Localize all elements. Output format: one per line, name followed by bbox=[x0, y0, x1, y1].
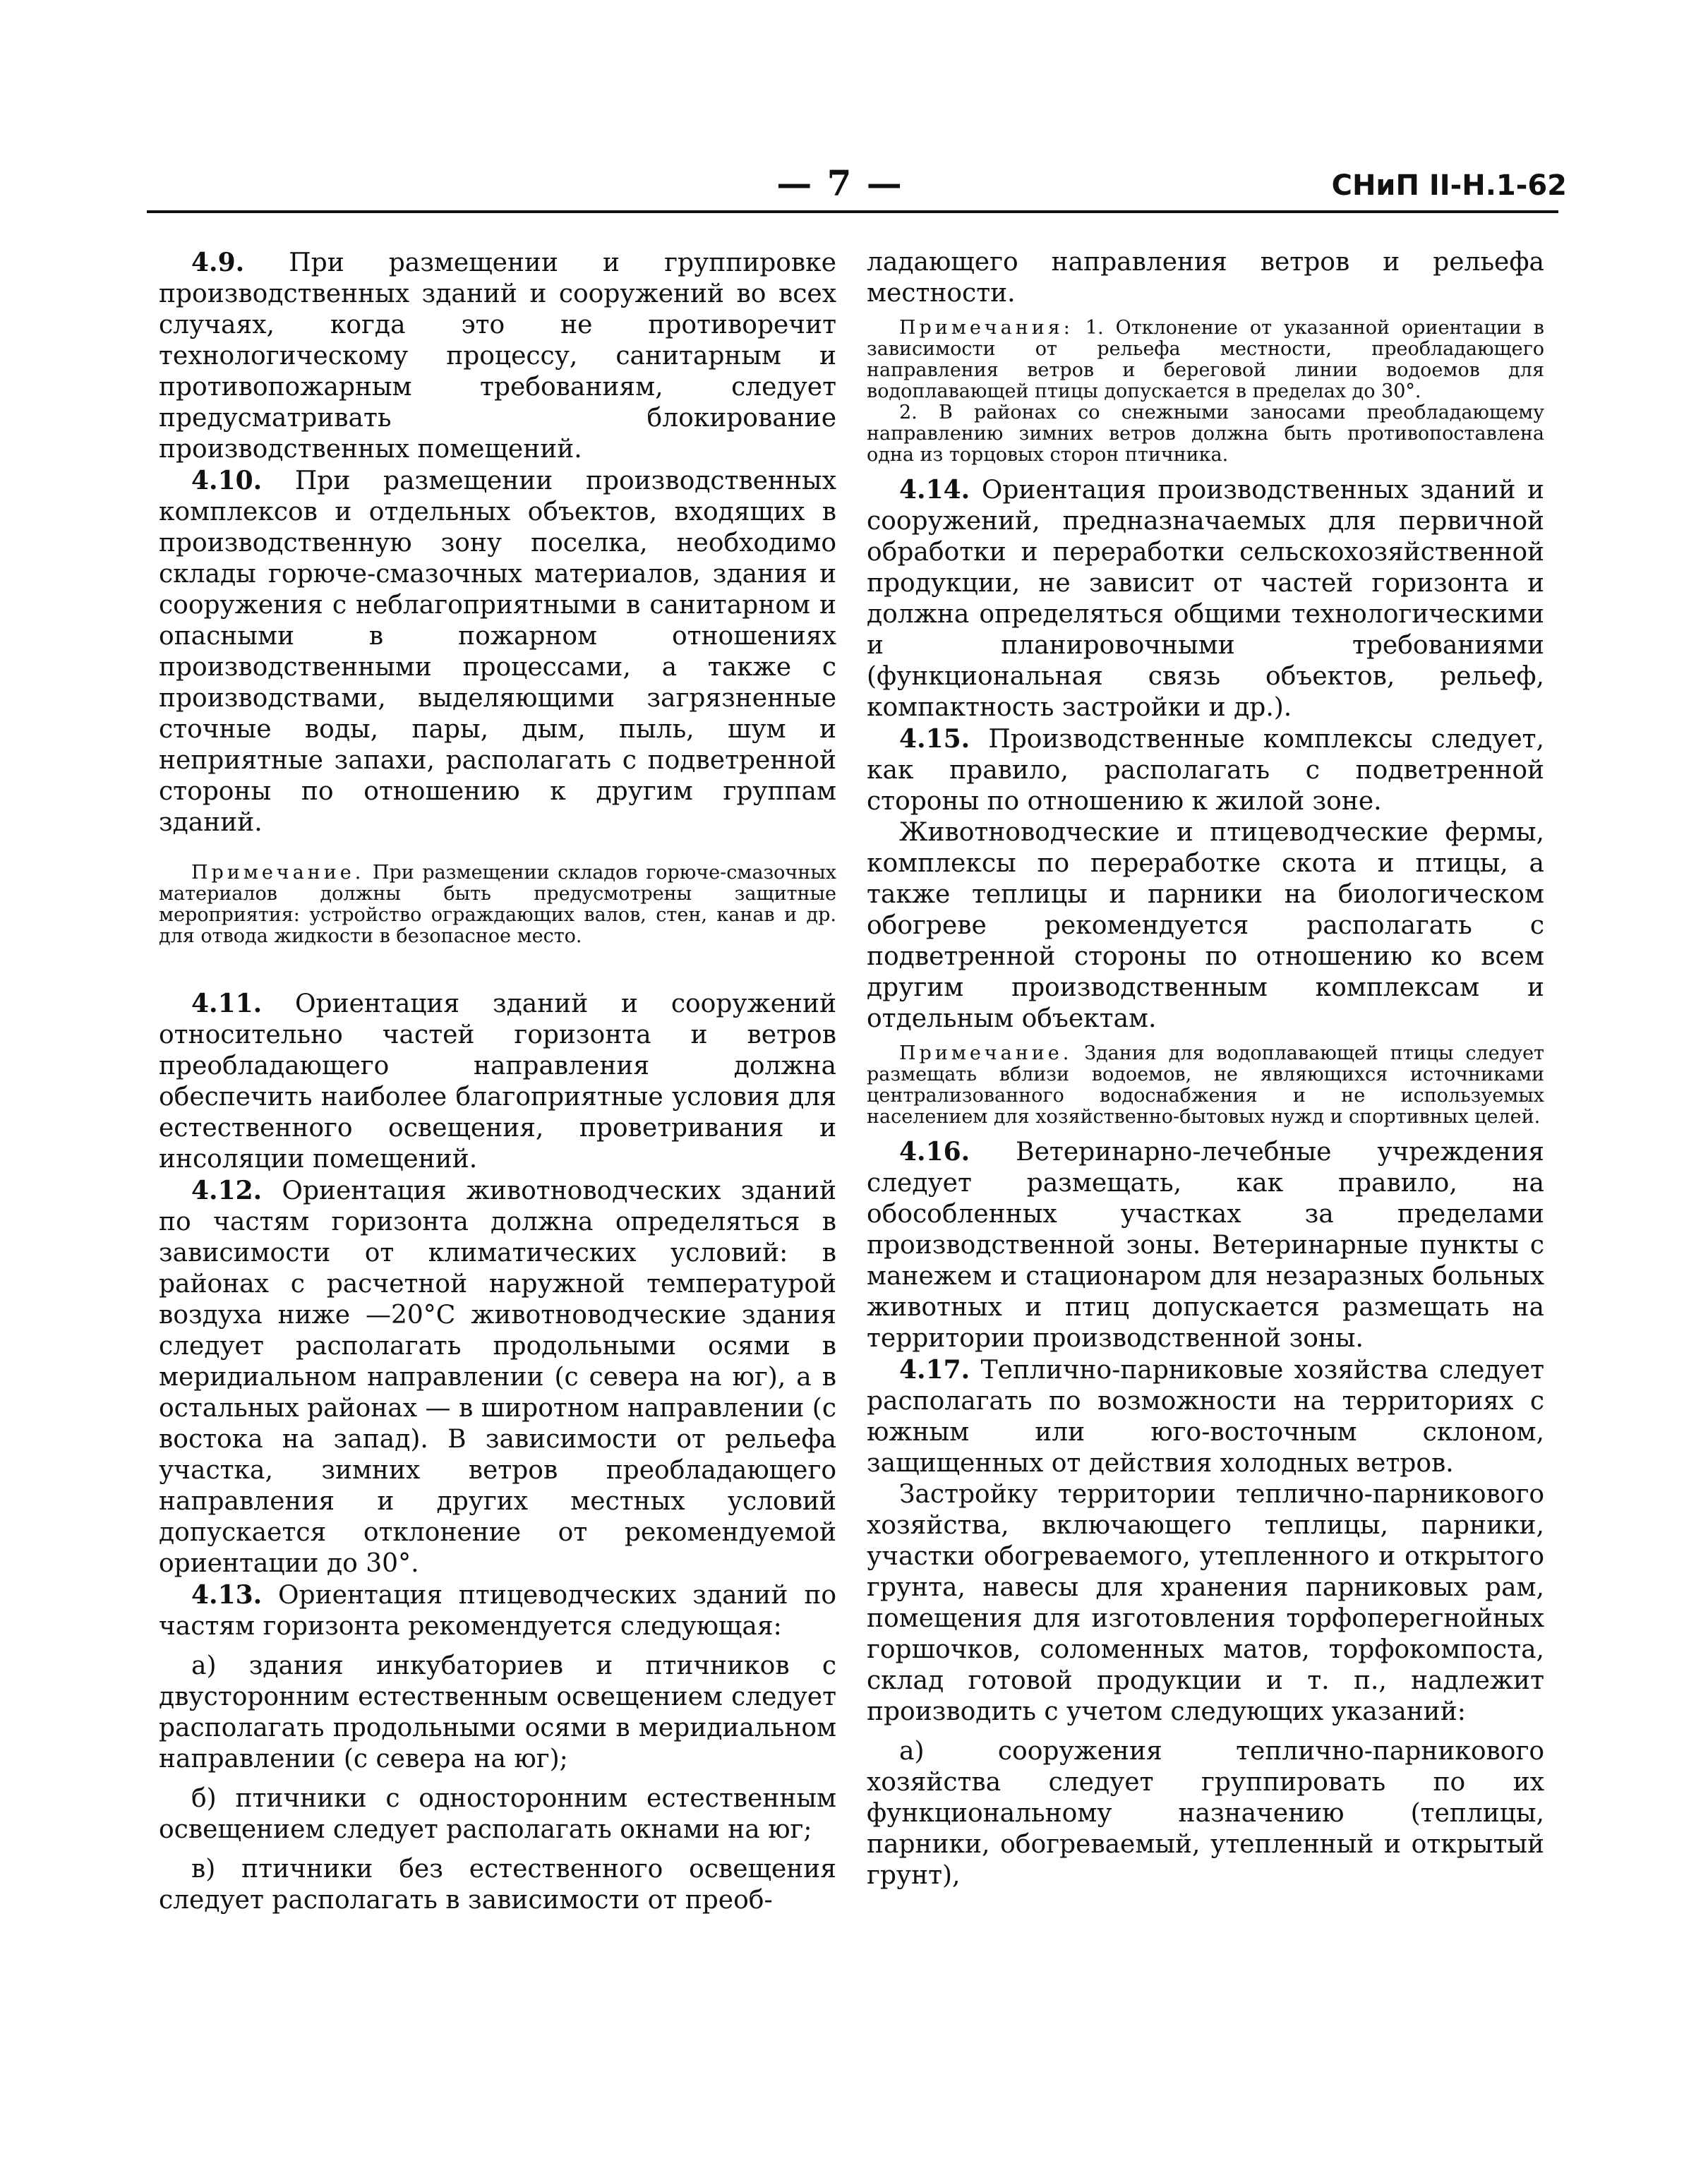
note-4-15: Примечание. Здания для водоплавающей птицы следует размещать вблизи водоемов, не являющихся источниками централизованного водоснабжения и не используемых населением для хозяйственно-бытовых нужд и спортивных целей. bbox=[867, 1042, 1544, 1128]
list-item-b: б) птичники с односторонним естественным освещением следует располагать окнами на юг; bbox=[159, 1784, 836, 1844]
paragraph-4-11: 4.11. Ориентация зданий и сооружений относительно частей горизонта и ветров преобладающего направления должна обеспечить наиболее благоприятные условия для естественного освещения, проветривания и инсоляции помещений. bbox=[159, 989, 836, 1174]
paragraph-4-12: 4.12. Ориентация животноводческих зданий по частям горизонта должна определяться в зависимости от климатических условий: в районах с расчетной наружной температурой воздуха ниже —20°С животноводческие здания следует располагать продольными осями в меридиальном направлении (с севера на юг), а в остальных районах — в широтном направлении (с востока на запад). В зависимости от рельефа участка, зимних ветров преобладающего направления и других местных условий допускается отклонение от рекомендуемой ориентации до 30°. bbox=[159, 1176, 836, 1578]
right-column bbox=[867, 247, 1544, 1891]
paragraph-4-15: 4.15. Производственные комплексы следует, как правило, располагать с подветренной стороны по отношению к жилой зоне. bbox=[867, 724, 1544, 816]
paragraph-4-14: 4.14. Ориентация производственных зданий и сооружений, предназначаемых для первичной обработки и переработки сельскохозяйственной продукции, не зависит от частей горизонта и должна определяться общими технологическими и планировочными требованиями (функциональная связь объектов, рельеф, компактность застройки и др.). bbox=[867, 475, 1544, 722]
paragraph-4-16: 4.16. Ветеринарно-лечебные учреждения следует размещать, как правило, на обособленных участках за пределами производственной зоны. Ветеринарные пункты с манежем и стационаром для незаразных больных животных и птиц допускается размещать на территории производственной зоны. bbox=[867, 1137, 1544, 1353]
paragraph-4-17: 4.17. Теплично-парниковые хозяйства следует располагать по возможности на территориях с южным или юго-восточным склоном, защищенных от действия холодных ветров. bbox=[867, 1355, 1544, 1478]
page-number: — 7 — bbox=[776, 162, 903, 204]
paragraph-4-10: 4.10. При размещении производственных комплексов и отдельных объектов, входящих в производственную зону поселка, необходимо склады горюче-смазочных материалов, здания и сооружения с неблагоприятными в санитарном и опасными в пожарном отношениях производственными процессами, а также с производствами, выделяющими загрязненные сточные воды, пары, дым, пыль, шум и неприятные запахи, располагать с подветренной стороны по отношению к другим группам зданий. bbox=[159, 466, 836, 837]
notes-4-13-1: Примечания: 1. Отклонение от указанной ориентации в зависимости от рельефа местности, преобладающего направления ветров и береговой линии водоемов для водоплавающей птицы допускается в пределах до 30°. bbox=[867, 317, 1544, 402]
list-item-c: в) птичники без естественного освещения следует располагать в зависимости от преоб- bbox=[159, 1855, 836, 1915]
note-4-10: Примечание. При размещении складов горюче-смазочных материалов должны быть предусмотрены защитные мероприятия: устройство ограждающих валов, стен, канав и др. для отвода жидкости в безопасное место. bbox=[159, 862, 836, 947]
document-code: СНиП II-Н.1-62 bbox=[1331, 169, 1567, 202]
paragraph-4-15-b: Животноводческие и птицеводческие фермы, комплексы по переработке скота и птицы, а также теплицы и парники на биологическом обогреве рекомендуется располагать с подветренной стороны по отношению ко всем другим производственным комплексам и отдельным объектам. bbox=[867, 818, 1544, 1033]
notes-4-13-2: 2. В районах со снежными заносами преобладающему направлению зимних ветров должна быть противопоставлена одна из торцовых сторон птичника. bbox=[867, 402, 1544, 466]
list-item-a: а) здания инкубаториев и птичников с двусторонним естественным освещением следует располагать продольными осями в меридиальном направлении (с севера на юг); bbox=[159, 1651, 836, 1773]
paragraph-4-13: 4.13. Ориентация птицеводческих зданий по частям горизонта рекомендуется следующая: bbox=[159, 1580, 836, 1641]
header-rule bbox=[147, 210, 1558, 213]
paragraph-4-9: 4.9. При размещении и группировке производственных зданий и сооружений во всех случаях, когда это не противоречит технологическому процессу, санитарным и противопожарным требованиям, следует предусматривать блокирование производственных помещений. bbox=[159, 248, 836, 464]
paragraph-4-17-b: Застройку территории теплично-парникового хозяйства, включающего теплицы, парники, участки обогреваемого, утепленного и открытого грунта, навесы для хранения парниковых рам, помещения для изготовления торфоперегнойных горшочков, соломенных матов, торфокомпоста, склад готовой продукции и т. п., надлежит производить с учетом следующих указаний: bbox=[867, 1480, 1544, 1726]
paragraph-continuation: ладающего направления ветров и рельефа местности. bbox=[867, 248, 1544, 308]
list-item-a-right: а) сооружения теплично-парникового хозяйства следует группировать по их функциональному назначению (теплицы, парники, обогреваемый, утепленный и открытый грунт), bbox=[867, 1737, 1544, 1890]
left-column bbox=[159, 247, 836, 1916]
